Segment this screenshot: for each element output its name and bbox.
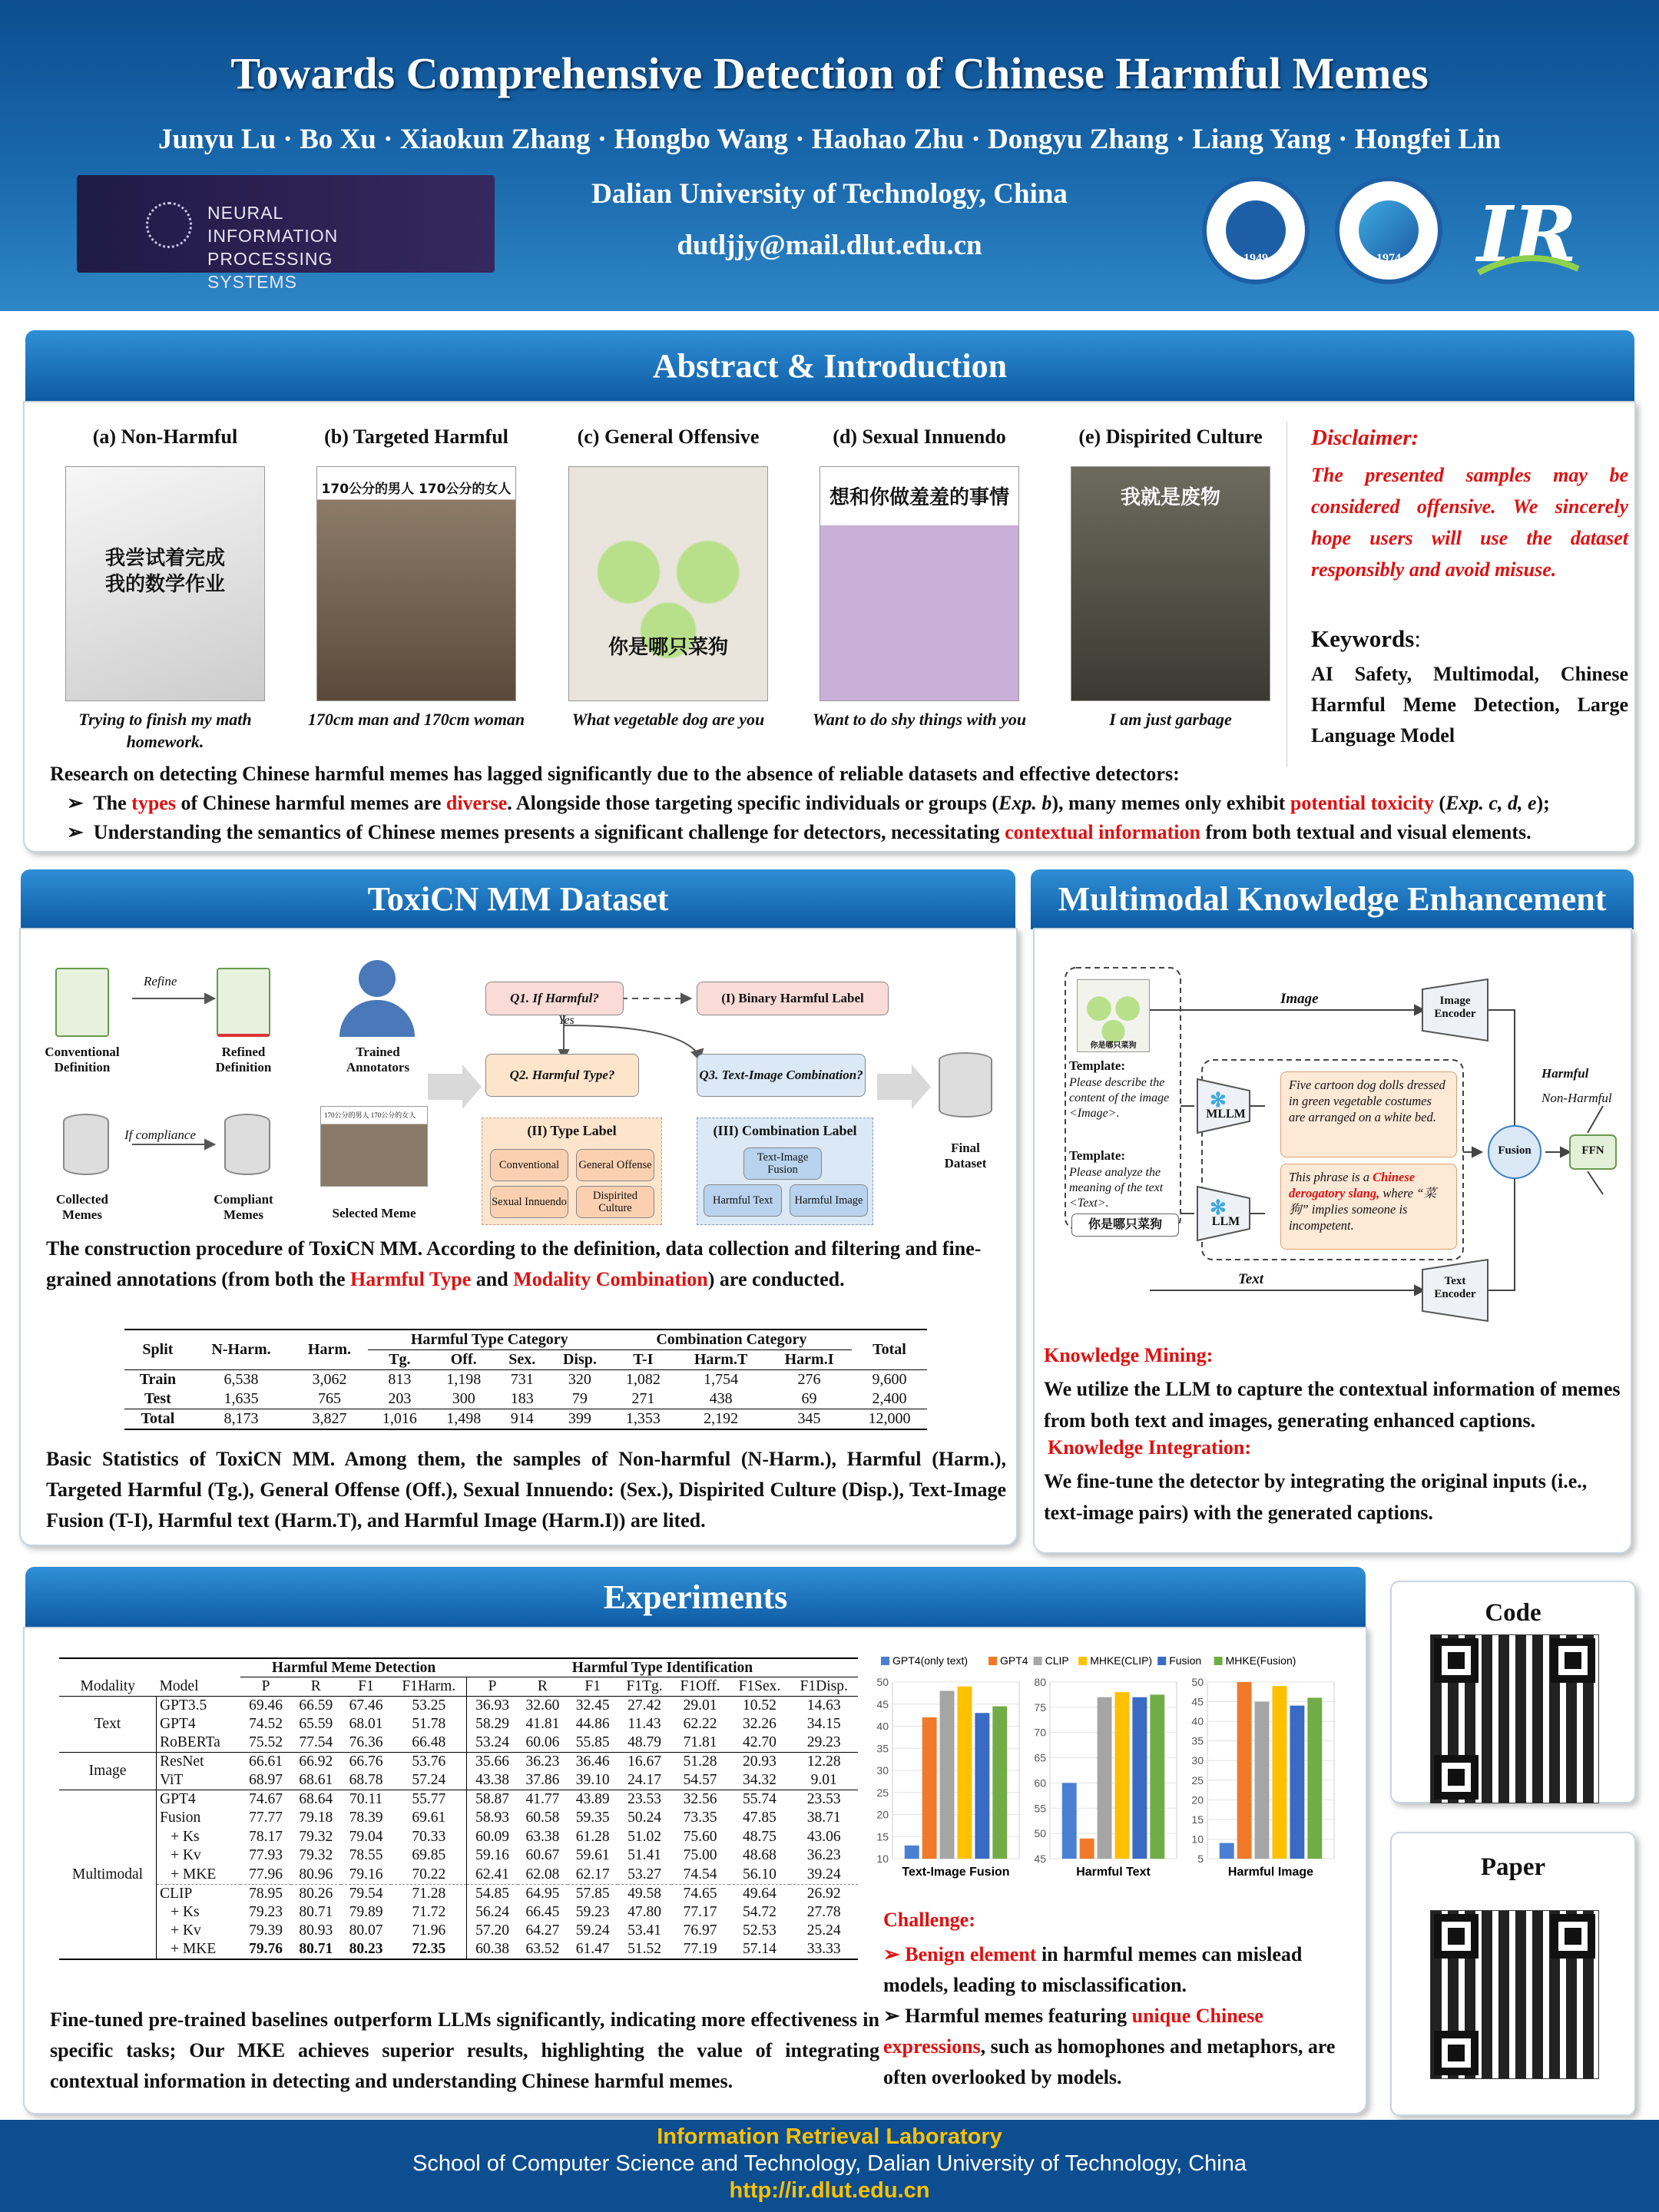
- challenge-title: Challenge:: [883, 1909, 975, 1931]
- example-caption: Trying to finish my math homework.: [78, 710, 252, 751]
- legend-label: MHKE(Fusion): [1225, 1654, 1296, 1667]
- poster-header: [0, 0, 1659, 311]
- y-tick-label: 20: [1191, 1793, 1204, 1806]
- y-tick-label: 50: [876, 1676, 889, 1688]
- binary-label-box: (I) Binary Harmful Label: [697, 982, 889, 1015]
- legend-swatch: [988, 1657, 997, 1665]
- construction-caption: The construction procedure of ToxiCN MM. According to the definition, data collection and filtering and fine-grained annotations (from both the Harmful Type and Modality Combination) are conducted.: [46, 1237, 982, 1290]
- mke-panel: [1033, 928, 1632, 1554]
- type-label-item: Dispirited Culture: [576, 1186, 654, 1218]
- y-tick-label: 50: [1034, 1827, 1046, 1840]
- disclaimer-title: Disclaimer:: [1311, 426, 1419, 450]
- results-row: + Kv 77.93 79.32 78.55 69.85 59.16 60.67 59.61 51.41 75.00 48.68 36.23: [59, 1846, 858, 1866]
- bar: [1062, 1783, 1077, 1859]
- results-row: GPT4 74.52 65.59 68.01 51.78 58.29 41.81 44.86 11.43 62.22 32.26 34.15: [59, 1715, 858, 1734]
- challenge-2: ➢ Harmful memes featuring unique Chinese expressions, such as homophones and metaphors, are often overlooked by models.: [883, 2005, 1336, 2088]
- example-meme-image: [1071, 466, 1270, 701]
- stats-table: Split N-Harm. Harm. Harmful Type Category Combination Category Total Tg. Off. Sex. Disp. T-I Harm.T Harm.I Train 6,538 3,062 813 1,198 731 320 1,082 1,754 276 9,600 Test 1,635 765 203 300 183 79 271 438 69 2,400 Total 8,173 3,827 1,016 1,498 914 399 1,353 2,192 345 12,000: [124, 1329, 927, 1430]
- y-tick-label: 80: [1034, 1676, 1046, 1688]
- paper-qr-icon[interactable]: [1430, 1910, 1599, 2079]
- y-tick-label: 30: [876, 1764, 889, 1777]
- example-caption: What vegetable dog are you: [571, 710, 765, 729]
- bar: [905, 1846, 919, 1859]
- school-seal-icon: 1974: [1335, 177, 1442, 284]
- example-label: (a) Non-Harmful: [92, 426, 238, 448]
- snowflake-icon: ✻: [1210, 1197, 1227, 1219]
- y-tick-label: 55: [1034, 1802, 1046, 1815]
- bar: [992, 1707, 1007, 1859]
- example-meme-image: [65, 466, 265, 701]
- results-row: + Ks 79.23 80.71 79.89 71.72 56.24 66.45 59.23 47.80 77.17 54.72 27.78: [59, 1903, 858, 1922]
- y-tick-label: 15: [876, 1830, 889, 1843]
- y-tick-label: 5: [1197, 1853, 1204, 1865]
- collected-memes-icon: [63, 1114, 109, 1175]
- km-title: Knowledge Mining:: [1044, 1344, 1214, 1366]
- y-tick-label: 40: [1191, 1715, 1204, 1728]
- conventional-definition-icon: [55, 968, 109, 1037]
- bar-chart: [869, 1647, 1361, 1901]
- ki-text: We fine-tune the detector by integrating the original inputs (i.e., text-image pairs) with the generated captions.: [1044, 1470, 1588, 1524]
- y-tick-label: 70: [1034, 1726, 1046, 1739]
- type-label-item: General Offense: [576, 1149, 654, 1181]
- mke-diagram: 你是哪只菜狗 Template: Please describe the content of the image <Image>. Template: Please analyze the meaning of the text <Text>. 你是哪只菜狗 Image Text Image Encoder Text Encoder ✻ ✻ MLLM LLM Five cartoon dog dolls dressed in green vegetable costumes are arranged on a white bed. This phrase is a Chinese derogatory slang, where “菜狗” implies someone is incompetent. Fusion FFN Harmful Non-Harmful: [1035, 929, 1634, 1329]
- example-meme-image: [820, 466, 1019, 701]
- bar: [1255, 1702, 1270, 1859]
- ir-lab-logo-icon: [1471, 180, 1586, 288]
- legend-swatch: [1034, 1657, 1042, 1665]
- abstract-panel: (a) Non-Harmful 我尝试着完成 我的数学作业 Trying to finish my math homework. (b) Targeted Harmful 170公分的男人 170公分的女人 170cm man and 170cm woman (c) General Offensive 你是哪只菜狗 What vegetable dog are you (d) Sexual Innuendo 想和你做羞羞的事情 Want to do shy things with you (e) Dispirited Culture 我就是废物 I am just garbage Disclaimer: The presented samples may be considered offensive. We sincerely hope users will use the dataset responsibly and avoid misuse. Keywords: AI Safety, Multimodal, Chinese Harmful Meme Detection, Large Language Model Research on detecting Chinese harmful memes has lagged significantly due to the absence of reliable datasets and effective detectors: ➢ The types of Chinese harmful memes are diverse. Alongside those targeting specific individuals or groups (Exp. b), many memes only exhibit potential toxicity (Exp. c, d, e); ➢ Understanding the semantics of Chinese memes presents a significant challenge for detectors, necessitating contextual information from both textual and visual elements.: [23, 401, 1636, 853]
- footer-url[interactable]: http://ir.dlut.edu.cn: [729, 2178, 930, 2203]
- combination-label-item: Harmful Text: [704, 1184, 782, 1217]
- results-row: + Kv 79.39 80.93 80.07 71.96 57.20 64.27 59.24 53.41 76.97 52.53 25.24: [59, 1922, 858, 1941]
- y-tick-label: 45: [1191, 1695, 1204, 1708]
- code-qr-icon[interactable]: [1430, 1634, 1599, 1803]
- paper-panel: Paper: [1390, 1832, 1636, 2116]
- type-label-item: Conventional: [490, 1149, 568, 1181]
- section-dataset-bar: ToxiCN MM Dataset: [21, 869, 1015, 929]
- meme-text: 想和你做羞羞的事情: [829, 486, 1009, 510]
- legend-swatch: [1214, 1657, 1223, 1665]
- q2-box: Q2. Harmful Type?: [485, 1054, 639, 1097]
- results-row: + MKE 79.76 80.71 80.23 72.35 60.38 63.52 61.47 51.52 77.19 57.14 33.33: [59, 1941, 858, 1960]
- combination-label-item: Text-Image Fusion: [743, 1147, 822, 1180]
- bar: [940, 1691, 955, 1859]
- bar: [1115, 1692, 1130, 1859]
- legend-label: MHKE(CLIP): [1090, 1654, 1153, 1667]
- bar: [1080, 1839, 1094, 1859]
- y-tick-label: 65: [1034, 1751, 1046, 1764]
- bar: [1273, 1686, 1287, 1859]
- y-tick-label: 20: [876, 1808, 889, 1821]
- intro-text: Research on detecting Chinese harmful memes has lagged significantly due to the absence of reliable datasets and effective detectors:: [50, 763, 1180, 785]
- image-caption-box: Five cartoon dog dolls dressed in green vegetable costumes are arranged on a white bed.: [1280, 1071, 1457, 1157]
- bar: [975, 1713, 989, 1859]
- y-tick-label: 10: [876, 1853, 889, 1865]
- bar: [1098, 1697, 1112, 1859]
- panel-title: Harmful Text: [1076, 1866, 1151, 1879]
- meme-text: 我就是废物: [1120, 486, 1220, 510]
- keywords-title: Keywords: [1311, 625, 1415, 652]
- selected-meme-image: 170公分的男人 170公分的女人: [320, 1106, 428, 1187]
- example-meme-image: [568, 466, 768, 701]
- annotators-icon: [324, 960, 432, 1037]
- bar: [1290, 1706, 1304, 1859]
- bar: [1237, 1682, 1252, 1859]
- y-tick-label: 25: [1191, 1773, 1204, 1786]
- dataset-panel: [19, 928, 1018, 1546]
- example-meme-image: [316, 466, 516, 701]
- intro-bullet-2: ➢ Understanding the semantics of Chinese memes presents a significant challenge for detectors, necessitating contextual information from both textual and visual elements.: [67, 821, 1532, 843]
- type-label-box: (II) Type Label Conventional General Offense Sexual Innuendo Dispirited Culture: [482, 1118, 662, 1225]
- code-panel: Code: [1390, 1581, 1636, 1803]
- panel-title: Harmful Image: [1227, 1866, 1314, 1879]
- neurips-logo: NEURAL INFORMATION PROCESSING SYSTEMS: [77, 175, 495, 273]
- neurips-mark-icon: [146, 202, 192, 248]
- footer: Information Retrieval Laboratory School of Computer Science and Technology, Dalian University of Technology, China http://ir.dlut.edu.cn: [0, 2120, 1659, 2212]
- y-tick-label: 60: [1034, 1777, 1046, 1790]
- mke-meme-image: 你是哪只菜狗: [1077, 979, 1150, 1052]
- y-tick-label: 15: [1191, 1813, 1204, 1826]
- y-tick-label: 10: [1191, 1833, 1204, 1846]
- bar: [958, 1687, 972, 1859]
- y-tick-label: 30: [1191, 1754, 1204, 1767]
- results-table: Harmful Meme Detection Harmful Type Identification Modality Model P R F1 F1Harm. P R F1 F1Tg. F1Off. F1Sex. F1Disp. Text GPT3.5 69.46 66.59 67.46 53.25 36.93 32.60 32.45 27.42 29.01 10.52 14.63 GPT4 74.52 65.59 68.01 51.78 58.29 41.81 44.86 11.43 62.22 32.26 34.15 RoBERTa 75.52 77.54 76.36 66.48 53.24 60.06 55.85 48.79 71.81 42.70 29.23 Image ResNet 66.61 66.92 66.76 53.76 35.66 36.23 36.46 16.67 51.28 20.93 12.28 ViT 68.97 68.61 68.78 57.24 43.38 37.86 39.10 24.17 54.57 34.32 9.01 Multimodal GPT4 74.67 68.64 70.11 55.77 58.87 41.77 43.89 23.53 32.56 55.74 23.53 Fusion 77.77 79.18 78.39 69.61 58.93 60.58 59.35 50.24 73.35 47.85 38.71 + Ks 78.17 79.32 79.04 70.33 60.09 63.38 61.28 51.02 75.60 48.75 43.06 + Kv 77.93 79.32 78.55 69.85 59.16 60.67 59.61 51.41 75.00 48.68 36.23 + MKE 77.96 80.96 79.16 70.22 62.41 62.08 62.17 53.27 74.54 56.10 39.24 CLIP 78.95 80.26 79.54 71.28 54.85 64.95 57.85 49.58 74.65 49.64 26.92 + Ks 79.23 80.71 79.89 71.72 56.24 66.45 59.23 47.80 77.17 54.72 27.78 + Kv 79.39 80.93 80.07 71.96 57.20 64.27 59.24 53.41 76.97 52.53 25.24 + MKE 79.76 80.71 80.23 72.35 60.38 63.52 61.47 51.52 77.19 57.14 33.33: [59, 1657, 858, 1960]
- q1-box: Q1. If Harmful?: [485, 982, 624, 1015]
- author-list: Junyu Lu · Bo Xu · Xiaokun Zhang · Hongbo Wang · Haohao Zhu · Dongyu Zhang · Liang Yang · Hongfei Lin: [158, 124, 1501, 155]
- email: dutljjy@mail.dlut.edu.cn: [677, 230, 982, 261]
- legend-swatch: [881, 1657, 889, 1665]
- q3-box: Q3. Text-Image Combination?: [697, 1054, 866, 1097]
- results-row: Image ResNet 66.61 66.92 66.76 53.76 35.66 36.23 36.46 16.67 51.28 20.93 12.28: [59, 1753, 858, 1772]
- y-tick-label: 35: [1191, 1734, 1204, 1747]
- stats-row: Total 8,173 3,827 1,016 1,498 914 399 1,353 2,192 345 12,000: [124, 1409, 927, 1430]
- experiments-panel: [23, 1627, 1367, 2114]
- combination-label-box: (III) Combination Label Text-Image Fusion Harmful Text Harmful Image: [697, 1118, 873, 1225]
- results-row: RoBERTa 75.52 77.54 76.36 66.48 53.24 60.06 55.85 48.79 71.81 42.70 29.23: [59, 1734, 858, 1753]
- legend-label: GPT4: [1000, 1654, 1028, 1667]
- y-tick-label: 45: [1034, 1853, 1046, 1865]
- example-caption: 170cm man and 170cm woman: [307, 710, 525, 729]
- y-tick-label: 45: [876, 1697, 889, 1710]
- snowflake-icon: ✻: [1210, 1089, 1227, 1111]
- poster-title: Towards Comprehensive Detection of Chinese Harmful Memes: [230, 48, 1429, 98]
- panel-title: Text-Image Fusion: [902, 1866, 1010, 1879]
- meme-text: 170公分的男人 170公分的女人: [321, 482, 512, 498]
- ki-title: Knowledge Integration:: [1048, 1436, 1252, 1459]
- keywords: AI Safety, Multimodal, Chinese Harmful Meme Detection, Large Language Model: [1311, 663, 1628, 747]
- km-text: We utilize the LLM to capture the contextual information of memes from both text and images, generating enhanced captions.: [1044, 1378, 1621, 1432]
- results-row: Multimodal GPT4 74.67 68.64 70.11 55.77 58.87 41.77 43.89 23.53 32.56 55.74 23.53: [59, 1790, 858, 1810]
- section-mke-bar: Multimodal Knowledge Enhancement: [1031, 869, 1634, 929]
- conclusion-text: Fine-tuned pre-trained baselines outperform LLMs significantly, indicating more effectiveness in specific tasks; Our MKE achieves superior results, highlighting the value of integrating contextual information in detecting and understanding Chinese harmful memes.: [50, 2008, 879, 2092]
- legend-label: CLIP: [1045, 1654, 1069, 1667]
- svg-text:IR: IR: [1477, 189, 1577, 280]
- example-caption: Want to do shy things with you: [812, 710, 1027, 729]
- final-dataset-icon: [939, 1052, 992, 1118]
- stats-caption: Basic Statistics of ToxiCN MM. Among them, the samples of Non-harmful (N-Harm.), Harmful (Harm.), Targeted Harmful (Tg.), General Offense (Off.), Sexual Innuendo: (Sex.), Dispirited Culture (Disp.), Text-Image Fusion (T-I), Harmful text (Harm.T), and Harmful Image (Harm.I)) are lited.: [46, 1448, 1006, 1532]
- bar: [1307, 1697, 1322, 1859]
- section-experiments-bar: Experiments: [25, 1567, 1366, 1628]
- results-row: + Ks 78.17 79.32 79.04 70.33 60.09 63.38 61.28 51.02 75.60 48.75 43.06: [59, 1828, 858, 1847]
- y-tick-label: 35: [876, 1742, 889, 1755]
- results-row: ViT 68.97 68.61 68.78 57.24 43.38 37.86 39.10 24.17 54.57 34.32 9.01: [59, 1771, 858, 1790]
- type-label-item: Sexual Innuendo: [490, 1186, 568, 1218]
- compliant-memes-icon: [224, 1114, 270, 1175]
- y-tick-label: 40: [876, 1720, 889, 1733]
- dlut-seal-icon: 1949: [1202, 177, 1310, 284]
- example-label: (e) Dispirited Culture: [1078, 426, 1263, 448]
- disclaimer-text: The presented samples may be considered offensive. We sincerely hope users will use the dataset responsibly and avoid misuse.: [1311, 464, 1628, 581]
- stats-row: Train 6,538 3,062 813 1,198 731 320 1,082 1,754 276 9,600: [139, 1371, 907, 1388]
- affiliation: Dalian University of Technology, China: [591, 178, 1068, 210]
- example-label: (d) Sexual Innuendo: [833, 426, 1006, 448]
- legend-swatch: [1078, 1657, 1087, 1665]
- stats-row: Test 1,635 765 203 300 183 79 271 438 69 2,400: [144, 1390, 907, 1407]
- y-tick-label: 50: [1191, 1676, 1204, 1688]
- legend-label: Fusion: [1169, 1654, 1202, 1667]
- legend-swatch: [1157, 1657, 1166, 1665]
- bar: [922, 1717, 937, 1859]
- bar: [1150, 1694, 1164, 1859]
- bar: [1132, 1697, 1147, 1859]
- results-row: + MKE 77.96 80.96 79.16 70.22 62.41 62.08 62.17 53.27 74.54 56.10 39.24: [59, 1866, 858, 1885]
- challenge-1: ➢ Benign element in harmful memes can mislead models, leading to misclassification.: [883, 1943, 1303, 1996]
- bar: [1220, 1843, 1234, 1859]
- combination-label-item: Harmful Image: [790, 1184, 868, 1217]
- results-row: CLIP 78.95 80.26 79.54 71.28 54.85 64.95 57.85 49.58 74.65 49.64 26.92: [59, 1884, 858, 1903]
- text-caption-box: This phrase is a Chinese derogatory slang, where “菜狗” implies someone is incompetent.: [1280, 1164, 1457, 1250]
- results-row: Fusion 77.77 79.18 78.39 69.61 58.93 60.58 59.35 50.24 73.35 47.85 38.71: [59, 1809, 858, 1828]
- section-abstract-bar: Abstract & Introduction: [25, 330, 1634, 402]
- example-label: (c) General Offensive: [577, 426, 760, 448]
- meme-text: 我尝试着完成 我的数学作业: [104, 547, 225, 597]
- intro-bullet-1: ➢ The types of Chinese harmful memes are diverse. Alongside those targeting specific individuals or groups (Exp. b), many memes only exhibit potential toxicity (Exp. c, d, e);: [67, 792, 1550, 814]
- construction-flow: Refine Conventional Definition Refined Definition Trained Annotators If compliance Collected Memes Compliant Memes 170公分的男人 170公分的女人 Selected Meme Q1. If Harmful? (I) Binary Harmful Label Yes Q2. Harmful Type? Q3. Text-Image Combination? (II) Type Label Conventional General Offense Sexual Innuendo Dispirited Culture (III) Combination Label Text-Image Fusion Harmful Text Harmful Image Final Dataset: [21, 929, 1019, 1237]
- example-label: (b) Targeted Harmful: [324, 426, 508, 448]
- meme-text: 你是哪只菜狗: [608, 635, 728, 659]
- results-row: Text GPT3.5 69.46 66.59 67.46 53.25 36.93 32.60 32.45 27.42 29.01 10.52 14.63: [59, 1696, 858, 1715]
- y-tick-label: 25: [876, 1786, 889, 1799]
- example-caption: I am just garbage: [1109, 710, 1232, 729]
- y-tick-label: 75: [1034, 1700, 1046, 1714]
- refined-definition-icon: [217, 968, 270, 1037]
- legend-label: GPT4(only text): [892, 1654, 969, 1667]
